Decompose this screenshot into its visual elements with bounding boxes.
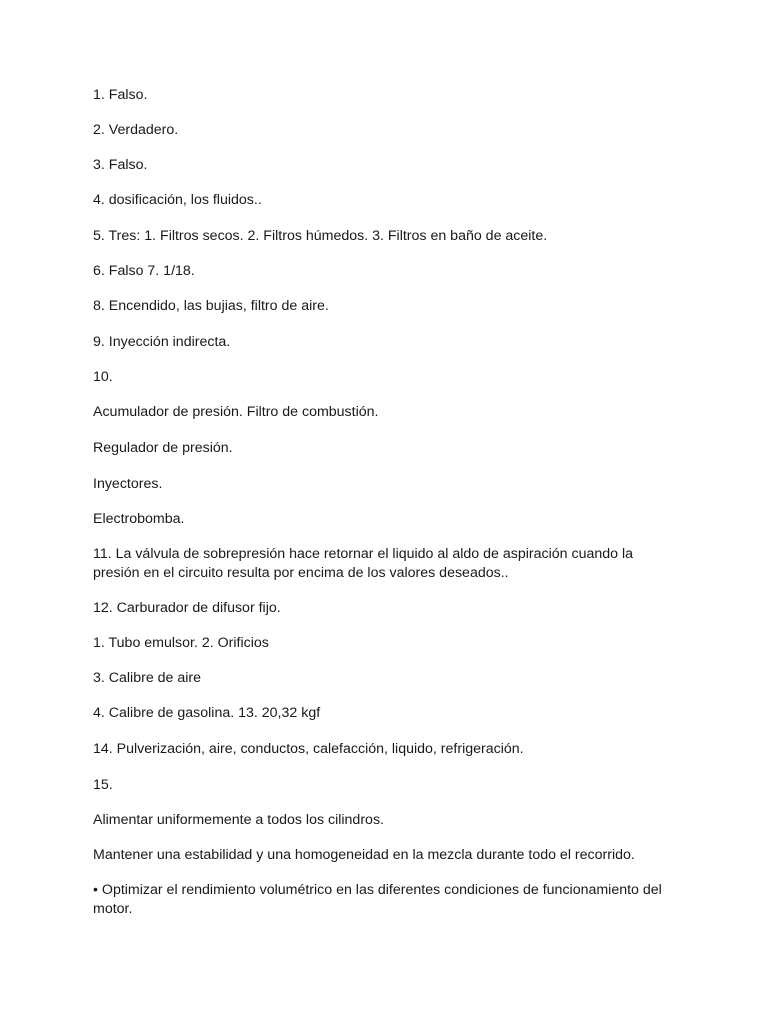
answer-15-item-3: • Optimizar el rendimiento volumétrico en las diferentes condiciones de funcionamiento del motor. xyxy=(93,882,662,917)
answer-line-9: 9. Inyección indirecta. xyxy=(93,334,231,350)
answer-10-item-4: Electrobomba. xyxy=(93,511,185,527)
answer-line-8: 8. Encendido, las bujias, filtro de aire. xyxy=(93,298,329,314)
answer-15-item-2: Mantener una estabilidad y una homogeneidad en la mezcla durante todo el recorrido. xyxy=(93,847,635,863)
answer-line-1: 1. Falso. xyxy=(93,87,148,103)
answer-line-2: 2. Verdadero. xyxy=(93,122,179,138)
answer-10-item-1: Acumulador de presión. Filtro de combustión. xyxy=(93,404,379,420)
answer-line-3: 3. Falso. xyxy=(93,157,148,173)
answer-12-item-1: 1. Tubo emulsor. 2. Orificios xyxy=(93,635,269,651)
answer-10-item-2: Regulador de presión. xyxy=(93,440,233,456)
answer-15-item-1: Alimentar uniformemente a todos los cilindros. xyxy=(93,812,384,828)
answer-10-item-3: Inyectores. xyxy=(93,476,163,492)
answer-line-6-7: 6. Falso 7. 1/18. xyxy=(93,263,195,279)
answer-line-4: 4. dosificación, los fluidos.. xyxy=(93,192,262,208)
answer-12-item-3: 4. Calibre de gasolina. 13. 20,32 kgf xyxy=(93,705,321,721)
answer-line-11: 11. La válvula de sobrepresión hace retornar el liquido al aldo de aspiración cuando la presión en el circuito resulta por encima de los valores deseados.. xyxy=(93,546,634,581)
answer-line-15: 15. xyxy=(93,777,113,793)
answer-12-item-2: 3. Calibre de aire xyxy=(93,670,202,686)
answer-line-10: 10. xyxy=(93,369,113,385)
answer-line-14: 14. Pulverización, aire, conductos, calefacción, liquido, refrigeración. xyxy=(93,741,524,757)
answer-line-12: 12. Carburador de difusor fijo. xyxy=(93,600,281,616)
answer-line-5: 5. Tres: 1. Filtros secos. 2. Filtros húmedos. 3. Filtros en baño de aceite. xyxy=(93,228,548,244)
